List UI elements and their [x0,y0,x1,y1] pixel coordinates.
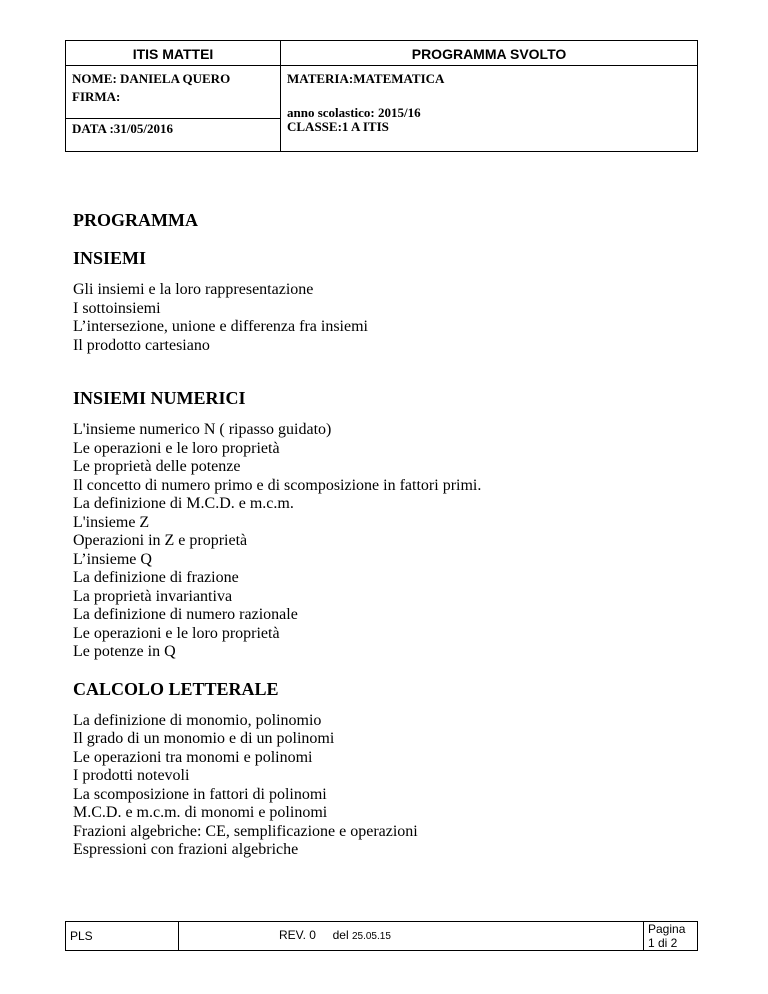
list-item: La definizione di frazione [73,569,239,586]
list-item: L'insieme Z [73,513,150,531]
list-item: Le operazioni e le loro proprietà [73,439,280,457]
list-item: Il grado di un monomio e di un polinomi [73,730,335,747]
list-item: Espressioni con frazioni algebriche [73,841,299,858]
page-number: Pagina 1 di 2 [644,922,698,951]
list-item: Le proprietà delle potenze [73,458,241,475]
list-item: Le potenze in Q [73,643,176,660]
subject: MATERIA:MATEMATICA [287,71,445,86]
list-item: Frazioni algebriche: CE, semplificazione e operazioni [73,822,418,840]
list-item: Gli insiemi e la loro rappresentazione [73,281,314,298]
school-year: anno scolastico: 2015/16 [287,105,421,120]
list-item: La definizione di M.C.D. e m.c.m. [73,495,294,512]
list-item: L’intersezione, unione e differenza fra insiemi [73,318,368,335]
list-item: I sottoinsiemi [73,299,161,317]
list-item: Il prodotto cartesiano [73,336,210,354]
list-item: Le operazioni e le loro proprietà [73,624,280,642]
signature-label: FIRMA: [72,89,121,104]
list-item: La definizione di numero razionale [73,606,298,623]
list-item: M.C.D. e m.c.m. di monomi e polinomi [73,804,328,821]
footer-code: PLS [66,922,179,951]
list-item: La definizione di monomio, polinomio [73,711,322,729]
document-type: PROGRAMMA SVOLTO [281,41,698,66]
teacher-name: NOME: DANIELA QUERO [72,71,231,86]
class-label: CLASSE:1 A ITIS [287,119,389,134]
section-title-insiemi-numerici: INSIEMI NUMERICI [73,388,246,408]
revision-label: REV. 0 [279,928,316,942]
page-title: PROGRAMMA [73,210,198,230]
program-content [73,209,713,860]
list-item: I prodotti notevoli [73,767,190,784]
section-title-calcolo-letterale: CALCOLO LETTERALE [73,678,279,699]
section-list-insiemi [73,281,713,355]
section-list-calcolo-letterale [73,712,713,860]
header-table [65,40,698,152]
list-item: L'insieme numerico N ( ripasso guidato) [73,421,332,438]
list-item: La scomposizione in fattori di polinomi [73,785,327,803]
list-item: Operazioni in Z e proprietà [73,532,248,549]
del-label: del [332,928,349,942]
list-item: Le operazioni tra monomi e polinomi [73,748,313,766]
list-item: L’insieme Q [73,550,152,568]
list-item: Il concetto di numero primo e di scomposizione in fattori primi. [73,476,482,494]
revision-date: 25.05.15 [351,931,391,942]
date-label: DATA :31/05/2016 [72,121,173,136]
school-name: ITIS MATTEI [66,41,281,66]
footer-revision [179,922,644,951]
section-title-insiemi: INSIEMI [73,248,147,268]
list-item: La proprietà invariantiva [73,587,233,605]
footer-table [65,921,698,951]
section-list-insiemi-numerici [73,421,713,662]
